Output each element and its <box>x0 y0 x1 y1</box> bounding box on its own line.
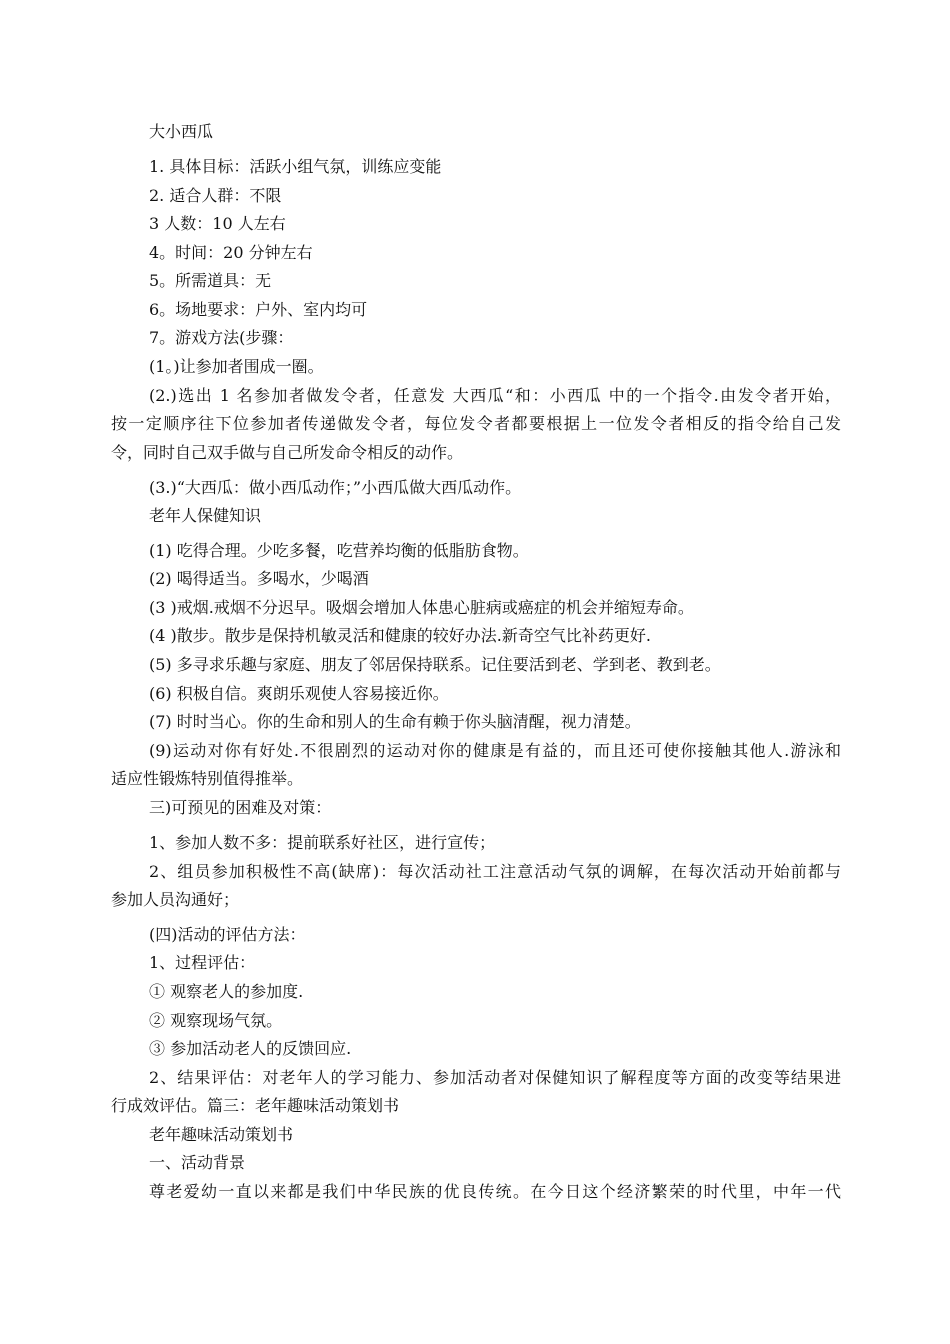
list-item: 5。所需道具：无 <box>149 271 272 290</box>
section-heading: 老年人保健知识 <box>149 506 262 525</box>
paragraph-line: 行成效评估。篇三：老年趣味活动策划书 <box>111 1096 400 1115</box>
paragraph-line: (2.)选出 1 名参加者做发令者，任意发 大西瓜“和：小西瓜 中的一个指令.由发令者开始， <box>149 386 841 405</box>
list-item: (3 )戒烟.戒烟不分迟早。吸烟会增加人体患心脏病或癌症的机会并缩短寿命。 <box>149 598 694 617</box>
list-item: 1、过程评估： <box>149 953 256 972</box>
list-item: 6。场地要求：户外、室内均可 <box>149 300 368 319</box>
list-item: 7。游戏方法(步骤： <box>149 328 294 347</box>
paragraph-line: 适应性锻炼特别值得推举。 <box>111 769 304 788</box>
paragraph-line: (9)运动对你有好处.不很剧烈的运动对你的健康是有益的，而且还可使你接触其他人.游泳和 <box>149 741 841 760</box>
paragraph-line: 参加人员沟通好； <box>111 890 240 909</box>
list-item: ① 观察老人的参加度. <box>149 982 304 1001</box>
paragraph-line: 2、组员参加积极性不高(缺席)：每次活动社工注意活动气氛的调解，在每次活动开始前都与 <box>149 862 841 881</box>
list-item: 1. 具体目标：活跃小组气氛，训练应变能 <box>149 157 442 176</box>
section-heading: 老年趣味活动策划书 <box>149 1125 294 1144</box>
paragraph-line: 1、参加人数不多：提前联系好社区，进行宣传； <box>149 833 496 852</box>
list-item: ③ 参加活动老人的反馈回应. <box>149 1039 352 1058</box>
list-item: (6) 积极自信。爽朗乐观使人容易接近你。 <box>149 684 449 703</box>
section-heading: (四)活动的评估方法： <box>149 925 306 944</box>
section-heading: 一、活动背景 <box>149 1153 246 1172</box>
heading-big-small-watermelon: 大小西瓜 <box>149 122 214 141</box>
list-item: (1) 吃得合理。少吃多餐，吃营养均衡的低脂肪食物。 <box>149 541 529 560</box>
paragraph-line: 2、结果评估：对老年人的学习能力、参加活动者对保健知识了解程度等方面的改变等结果进 <box>149 1068 841 1087</box>
list-item: 2. 适合人群：不限 <box>149 186 282 205</box>
list-item: 4。时间：20 分钟左右 <box>149 243 313 262</box>
paragraph-line: (3.)“大西瓜：做小西瓜动作；”小西瓜做大西瓜动作。 <box>149 478 522 497</box>
paragraph-line: 尊老爱幼一直以来都是我们中华民族的优良传统。在今日这个经济繁荣的时代里，中年一代 <box>149 1182 841 1201</box>
paragraph-line: 按一定顺序往下位参加者传递做发令者，每位发令者都要根据上一位发令者相反的指令给自己发 <box>111 414 841 433</box>
section-heading: 三)可预见的困难及对策： <box>149 798 332 817</box>
list-item: (5) 多寻求乐趣与家庭、朋友了邻居保持联系。记住要活到老、学到老、教到老。 <box>149 655 721 674</box>
list-item: 3 人数：10 人左右 <box>149 214 286 233</box>
list-item: (7) 时时当心。你的生命和别人的生命有赖于你头脑清醒，视力清楚。 <box>149 712 641 731</box>
list-item: (2) 喝得适当。多喝水，少喝酒 <box>149 569 369 588</box>
list-item: (4 )散步。散步是保持机敏灵活和健康的较好办法.新奇空气比补药更好. <box>149 626 651 645</box>
list-item: ② 观察现场气氛。 <box>149 1011 283 1030</box>
list-item: (1。)让参加者围成一圈。 <box>149 357 324 376</box>
paragraph-line: 令，同时自己双手做与自己所发命令相反的动作。 <box>111 443 464 462</box>
